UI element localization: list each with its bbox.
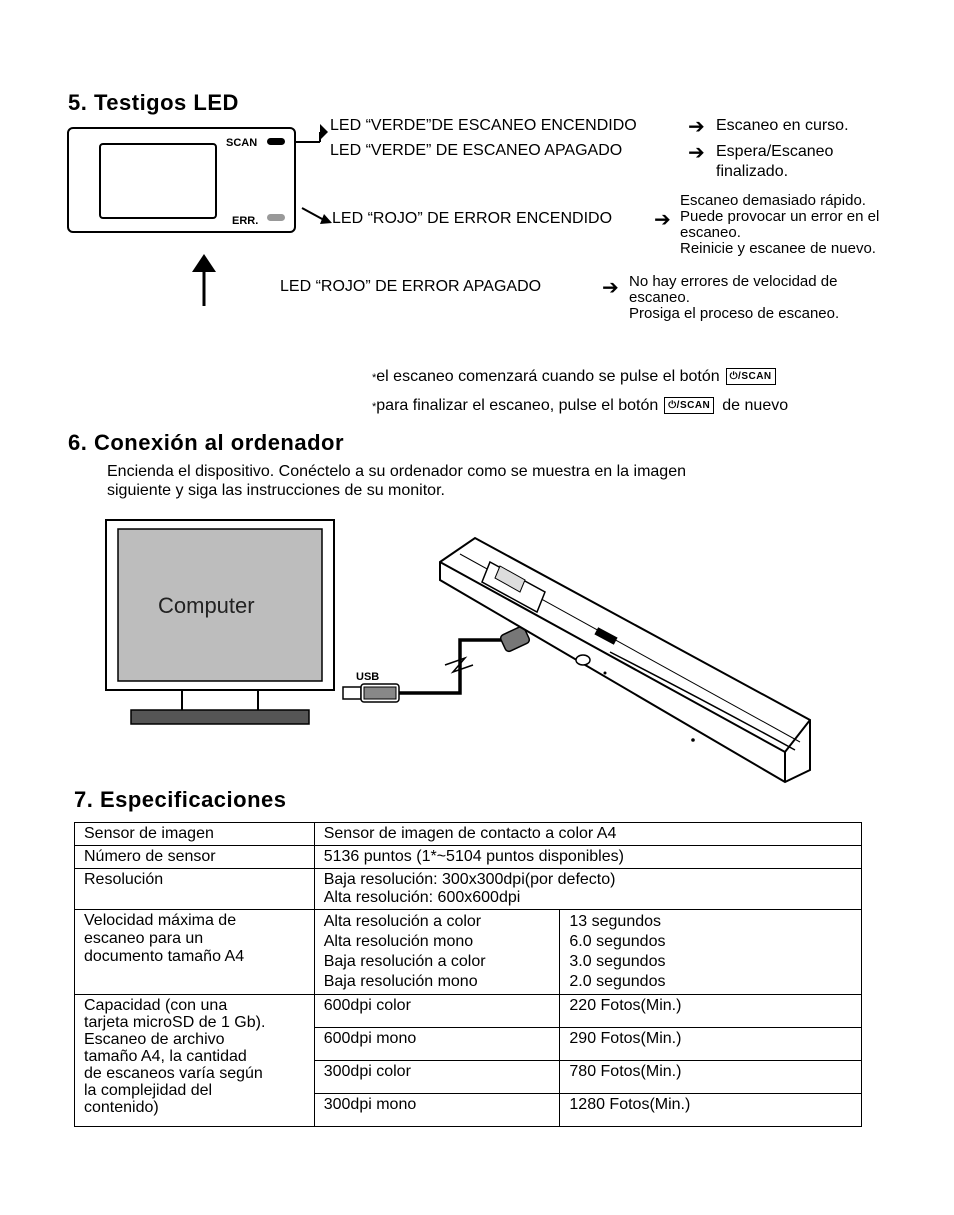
scan-led-indicator [267, 138, 285, 145]
spec-cap-mode: 600dpi color [314, 995, 560, 1028]
note-start-text: el escaneo comenzará cuando se pulse el botón [376, 368, 720, 385]
scanner-usb-illustration [340, 520, 840, 800]
led-red-off-label: LED “ROJO” DE ERROR APAGADO [280, 278, 542, 295]
led-green-off-result: Espera/Escaneo finalizado. [716, 143, 834, 180]
table-row [75, 846, 862, 869]
usb-plug-icon [343, 684, 399, 702]
spec-speed-modes: Alta resolución a color Alta resolución mono Baja resolución a color Baja resolución mono [314, 910, 560, 995]
arrow-right-icon [320, 124, 328, 140]
spec-cap-value: 1280 Fotos(Min.) [560, 1094, 862, 1127]
table-row [75, 910, 862, 995]
spec-value-sensor-count: 5136 puntos (1*~5104 puntos disponibles) [314, 846, 861, 869]
spec-speed-times: 13 segundos 6.0 segundos 3.0 segundos 2.0 segundos [560, 910, 862, 995]
arrow-right-icon: ➔ [688, 142, 705, 164]
spec-cap-value: 290 Fotos(Min.) [560, 1028, 862, 1061]
note-stop-scan [372, 397, 788, 416]
up-arrow-icon [192, 254, 216, 272]
led-green-on-result: Escaneo en curso. [716, 117, 849, 134]
spec-cap-mode: 600dpi mono [314, 1028, 560, 1061]
spec-cap-mode: 300dpi color [314, 1061, 560, 1094]
led-green-off-label: LED “VERDE” DE ESCANEO APAGADO [330, 142, 623, 159]
scan-led-label: SCAN [226, 137, 258, 149]
spec-cap-mode: 300dpi mono [314, 1094, 560, 1127]
spec-cap-value: 780 Fotos(Min.) [560, 1061, 862, 1094]
note-stop-text: para finalizar el escaneo, pulse el botón [376, 397, 659, 414]
note-bullet: * [372, 401, 377, 413]
led-red-on-result: Escaneo demasiado rápido. Puede provocar un error en el escaneo. Reinicie y escanee de nuevo. [680, 192, 880, 257]
arrow-right-icon: ➔ [654, 209, 671, 231]
err-led-indicator [267, 214, 285, 221]
power-scan-button-label: ⏻/SCAN [664, 397, 714, 414]
section-5-title: 5. Testigos LED [68, 90, 239, 115]
spec-label-resolution: Resolución [75, 869, 315, 910]
arrow-right-icon: ➔ [688, 116, 705, 138]
spec-value-sensor: Sensor de imagen de contacto a color A4 [314, 823, 861, 846]
err-led-label: ERR. [232, 215, 259, 227]
display-window [100, 144, 216, 218]
note-bullet: * [372, 372, 377, 384]
spec-value-resolution: Baja resolución: 300x300dpi(por defecto) Alta resolución: 600x600dpi [314, 869, 861, 910]
note-start-scan [372, 368, 776, 387]
computer-monitor-illustration [100, 515, 340, 730]
arrow-right-icon: ➔ [602, 277, 619, 299]
note-stop-suffix: de nuevo [722, 397, 789, 414]
handheld-scanner [440, 538, 810, 782]
section-7-title: 7. Especificaciones [74, 787, 287, 812]
monitor-label: Computer [158, 593, 255, 618]
cable-break-mark [445, 658, 473, 672]
section-6-instructions: Encienda el dispositivo. Conéctelo a su ordenador como se muestra en la imagen siguiente y siga las instrucciones de su monitor. [107, 463, 686, 499]
table-row [75, 823, 862, 846]
usb-label: USB [356, 671, 380, 683]
spec-label-capacity: Capacidad (con una tarjeta microSD de 1 Gb). Escaneo de archivo tamaño A4, la cantidad de escaneos varía según la complejidad del contenido) [75, 995, 315, 1127]
led-red-off-result: No hay errores de velocidad de escaneo. Prosiga el proceso de escaneo. [629, 273, 840, 322]
led-red-on-label: LED “ROJO” DE ERROR ENCENDIDO [332, 210, 613, 227]
led-green-on-label: LED “VERDE”DE ESCANEO ENCENDIDO [330, 117, 637, 134]
monitor-base [131, 710, 309, 724]
spec-label-sensor: Sensor de imagen [75, 823, 315, 846]
table-row [75, 869, 862, 910]
spec-cap-value: 220 Fotos(Min.) [560, 995, 862, 1028]
spec-label-sensor-count: Número de sensor [75, 846, 315, 869]
power-scan-button-label: ⏻/SCAN [726, 368, 776, 385]
spec-label-speed: Velocidad máxima de escaneo para un documento tamaño A4 [75, 910, 315, 995]
monitor-neck [182, 690, 258, 712]
specifications-table [74, 822, 862, 1127]
table-row [75, 995, 862, 1028]
section-6-title: 6. Conexión al ordenador [68, 430, 345, 455]
